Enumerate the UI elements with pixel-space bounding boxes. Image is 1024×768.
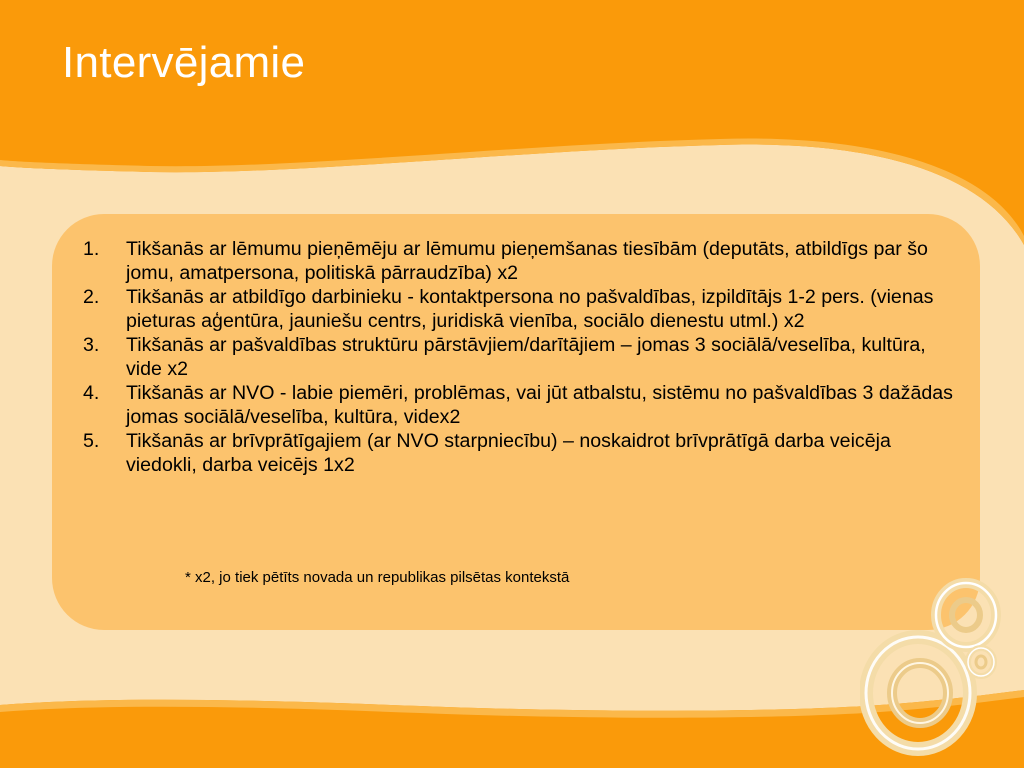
rings-decoration-icon	[860, 575, 1024, 768]
header-wave	[0, 0, 1024, 245]
footnote: * x2, jo tiek pētīts novada un republikas pilsētas kontekstā	[185, 569, 570, 586]
list-item	[79, 333, 959, 381]
item-number: 2.	[83, 286, 100, 308]
item-number: 5.	[83, 430, 100, 452]
item-text: Tikšanās ar atbildīgo darbinieku - kontaktpersona no pašvaldības, izpildītājs 1-2 pers. (vienas pieturas aģentūra, jauniešu centrs, juridiskā vienība, sociālo dienestu utml.) x2	[126, 286, 934, 332]
item-text: Tikšanās ar pašvaldības struktūru pārstāvjiem/darītājiem – jomas 3 sociālā/veselība, kultūra, vide x2	[126, 334, 926, 380]
list-item	[79, 381, 959, 429]
item-text: Tikšanās ar lēmumu pieņēmēju ar lēmumu pieņemšanas tiesībām (deputāts, atbildīgs par šo jomu, amatpersona, politiskā pārraudzība) x2	[126, 238, 928, 284]
item-text: Tikšanās ar NVO - labie piemēri, problēmas, vai jūt atbalstu, sistēmu no pašvaldības 3 dažādas jomas sociālā/veselība, kultūra, videx2	[126, 382, 953, 428]
item-number: 4.	[83, 382, 100, 404]
interviewee-list	[79, 237, 959, 477]
item-number: 1.	[83, 238, 100, 260]
item-number: 3.	[83, 334, 100, 356]
item-text: Tikšanās ar brīvprātīgajiem (ar NVO starpniecību) – noskaidrot brīvprātīgā darba veicēja viedokli, darba veicējs 1x2	[126, 430, 891, 476]
list-item	[79, 285, 959, 333]
list-item	[79, 429, 959, 477]
list-item	[79, 237, 959, 285]
slide-title: Intervējamie	[62, 38, 306, 87]
